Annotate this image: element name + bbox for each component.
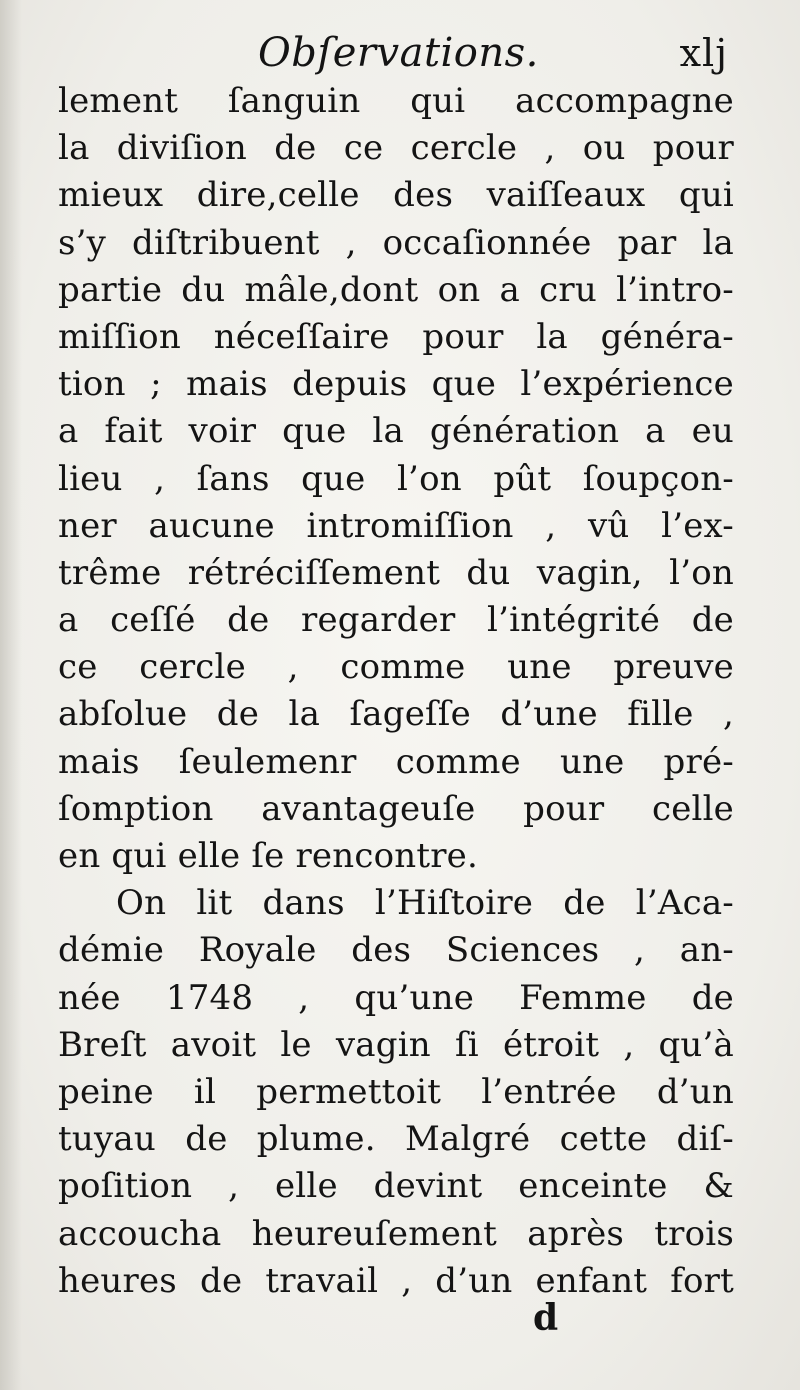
text-line: ce cercle , comme une preuve [58,647,734,688]
text-line: mieux dire,celle des vaiſſeaux qui [58,175,734,216]
running-head: Obſervations. [258,30,539,76]
text-line: lement ſanguin qui accompagne [58,81,734,121]
text-line: mais ſeulemenr comme une pré- [58,741,734,782]
text-line: partie du mâle,dont on a cru l’intro- [58,269,734,310]
paragraph-start-line: On lit dans l’Hiſtoire de l’Aca- [116,883,734,924]
text-line: heures de travail , d’un enfant fort [58,1260,734,1301]
text-line: ner aucune intromiſſion , vû l’ex- [58,505,734,546]
text-line: tuyau de plume. Malgré cette diſ- [58,1119,734,1160]
text-line: s’y diſtribuent , occaſionnée par la [58,222,734,263]
text-line: Breſt avoit le vagin ſi étroit , qu’à [58,1024,734,1065]
text-line: abſolue de la ſageſſe d’une fille , [58,694,734,735]
text-line: a fait voir que la génération a eu [58,411,734,452]
text-line: née 1748 , qu’une Femme de [58,977,734,1018]
text-line: lieu , ſans que l’on pût ſoupçon- [58,458,734,499]
text-line: tion ; mais depuis que l’expérience [58,364,734,405]
text-line: démie Royale des Sciences , an- [58,930,734,971]
text-line: trême rétréciſſement du vagin, l’on [58,552,734,593]
body-text [58,78,734,1305]
text-line: peine il permettoit l’entrée d’un [58,1071,734,1112]
text-line: miſſion néceſſaire pour la généra- [58,316,734,357]
page-header [0,22,800,82]
page-number: xlj [679,31,728,75]
text-line: accoucha heureuſement après trois [58,1213,734,1254]
text-line: poſition , elle devint enceinte & [58,1166,734,1207]
paragraph-end-line: en qui elle ſe rencontre. [58,836,479,876]
text-line: la diviſion de ce cercle , ou pour [58,128,734,169]
text-line: a ceſſé de regarder l’intégrité de [58,600,734,641]
text-line: ſomption avantageuſe pour celle [58,788,734,829]
signature-mark: d [533,1297,559,1339]
